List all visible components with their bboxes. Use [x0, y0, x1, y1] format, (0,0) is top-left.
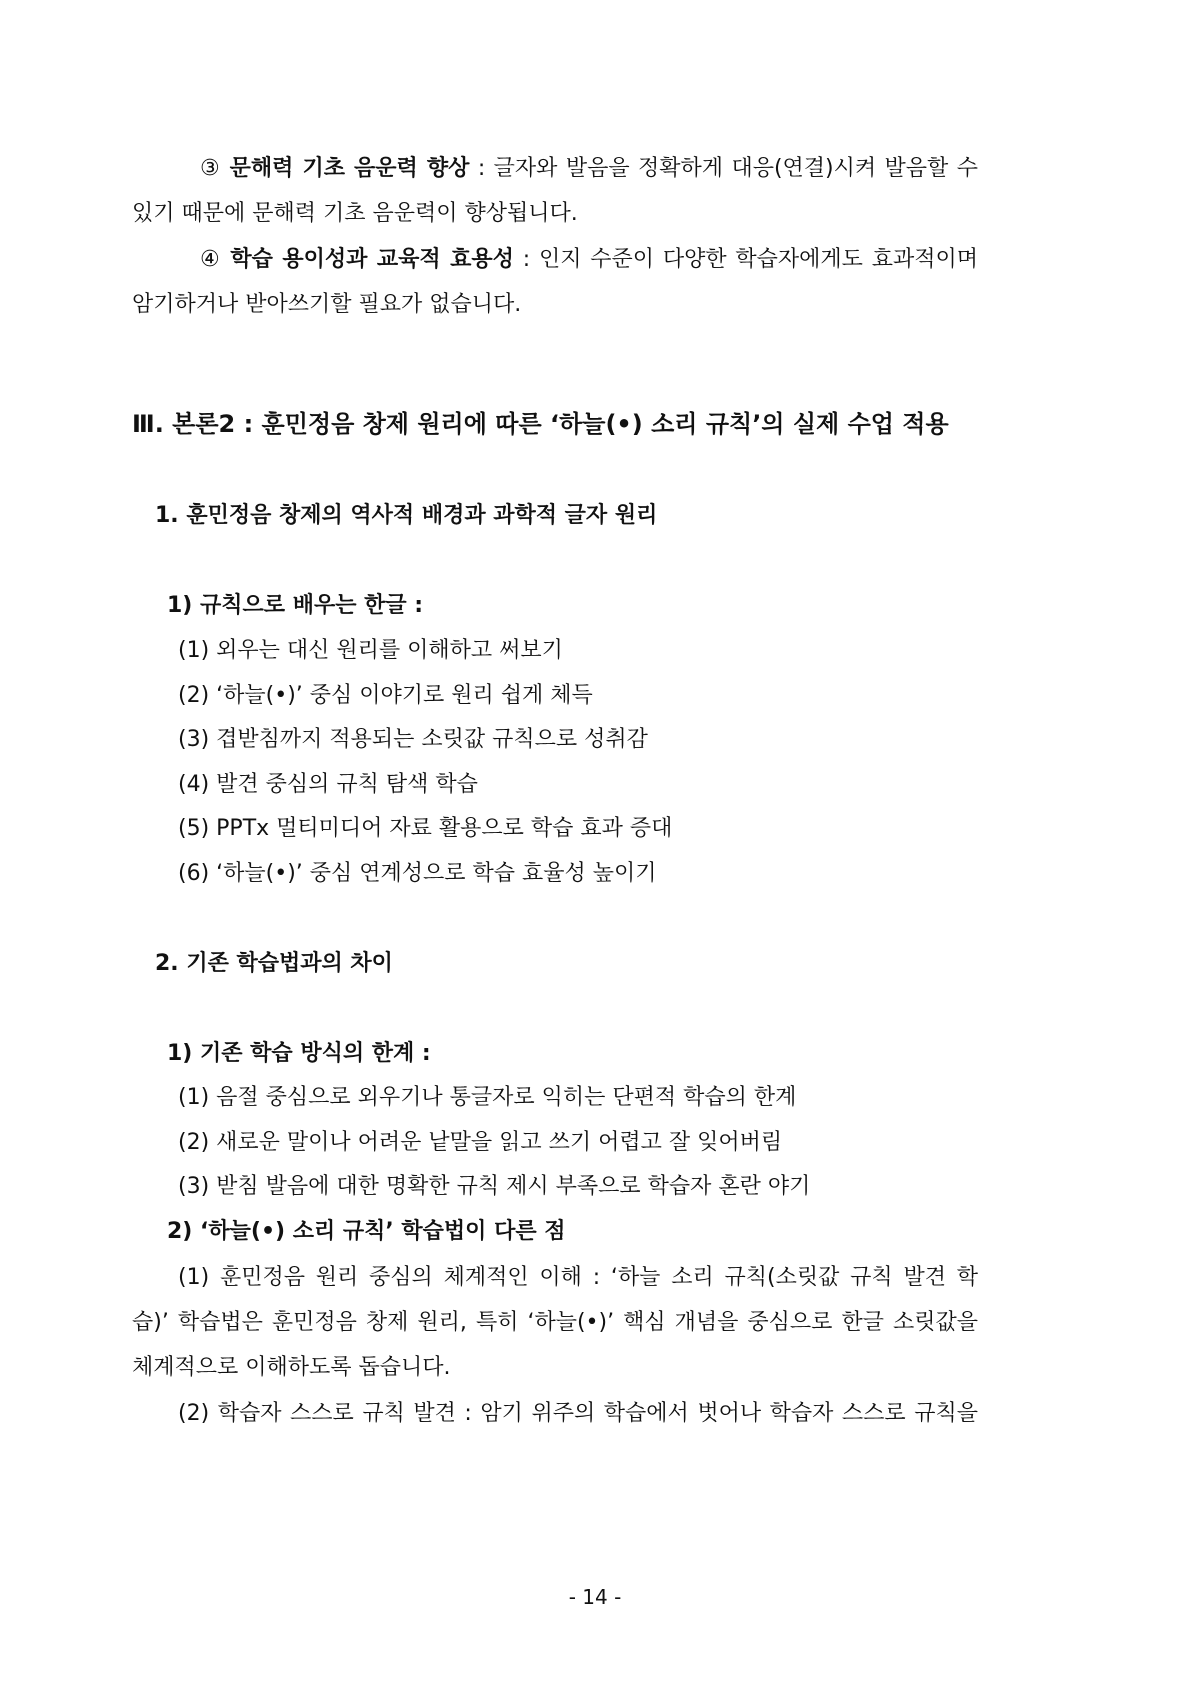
list-item: (4) 발견 중심의 규칙 탐색 학습 — [178, 772, 478, 797]
subsection-2-part-1-heading: 1) 기존 학습 방식의 한계 : — [167, 1041, 431, 1066]
item-4-text: 인지 수준이 다양한 학습자에게도 효과적이며 — [538, 247, 979, 272]
list-item: (1) 음절 중심으로 외우기나 통글자로 익히는 단편적 학습의 한계 — [178, 1085, 797, 1110]
subsection-1-heading: 1. 훈민정음 창제의 역사적 배경과 과학적 글자 원리 — [155, 503, 658, 528]
paragraph-1-line-1: (1) 훈민정음 원리 중심의 체계적인 이해 : ‘하늘 소리 규칙(소릿값 규칙 발견 학 — [178, 1265, 978, 1290]
list-item: (2) 새로운 말이나 어려운 낱말을 읽고 쓰기 어렵고 잘 잊어버림 — [178, 1130, 783, 1155]
item-4-number: ④ — [200, 247, 222, 272]
list-item: (2) ‘하늘(•)’ 중심 이야기로 원리 쉽게 체득 — [178, 683, 593, 708]
subsection-1-part-1-heading: 1) 규칙으로 배우는 한글 : — [167, 593, 424, 618]
page-number: - 14 - — [568, 1585, 622, 1609]
item-4-title: 학습 용이성과 교육적 효용성 — [230, 247, 514, 272]
paragraph-1-line-2: 습)’ 학습법은 훈민정음 창제 원리, 특히 ‘하늘(•)’ 핵심 개념을 중심으로 한글 소릿값을 — [132, 1310, 978, 1335]
section-3-heading: Ⅲ. 본론2 : 훈민정음 창제 원리에 따른 ‘하늘(•) 소리 규칙’의 실제 수업 적용 — [132, 410, 949, 438]
subsection-2-heading: 2. 기존 학습법과의 차이 — [155, 951, 393, 976]
intro-item-3-line-2: 있기 때문에 문해력 기초 음운력이 향상됩니다. — [132, 201, 578, 226]
list-item: (5) PPTx 멀티미디어 자료 활용으로 학습 효과 증대 — [178, 816, 673, 841]
item-3-number: ③ — [200, 156, 222, 181]
item-3-text: 글자와 발음을 정확하게 대응(연결)시켜 발음할 수 — [493, 156, 978, 181]
subsection-2-part-2-heading: 2) ‘하늘(•) 소리 규칙’ 학습법이 다른 점 — [167, 1219, 566, 1244]
item-3-title: 문해력 기초 음운력 향상 — [229, 156, 470, 181]
item-3-separator: : — [469, 156, 494, 181]
list-item: (1) 외우는 대신 원리를 이해하고 써보기 — [178, 638, 563, 663]
paragraph-1-line-3: 체계적으로 이해하도록 돕습니다. — [132, 1355, 451, 1380]
paragraph-2-line-1: (2) 학습자 스스로 규칙 발견 : 암기 위주의 학습에서 벗어나 학습자 스스로 규칙을 — [178, 1401, 978, 1426]
list-item: (6) ‘하늘(•)’ 중심 연계성으로 학습 효율성 높이기 — [178, 861, 657, 886]
intro-item-4-line-2: 암기하거나 받아쓰기할 필요가 없습니다. — [132, 292, 522, 317]
list-item: (3) 받침 발음에 대한 명확한 규칙 제시 부족으로 학습자 혼란 야기 — [178, 1174, 811, 1199]
intro-item-3-line-1 — [200, 153, 978, 185]
item-4-separator: : — [513, 247, 539, 272]
intro-item-4-line-1 — [200, 244, 978, 276]
list-item: (3) 겹받침까지 적용되는 소릿값 규칙으로 성취감 — [178, 727, 648, 752]
